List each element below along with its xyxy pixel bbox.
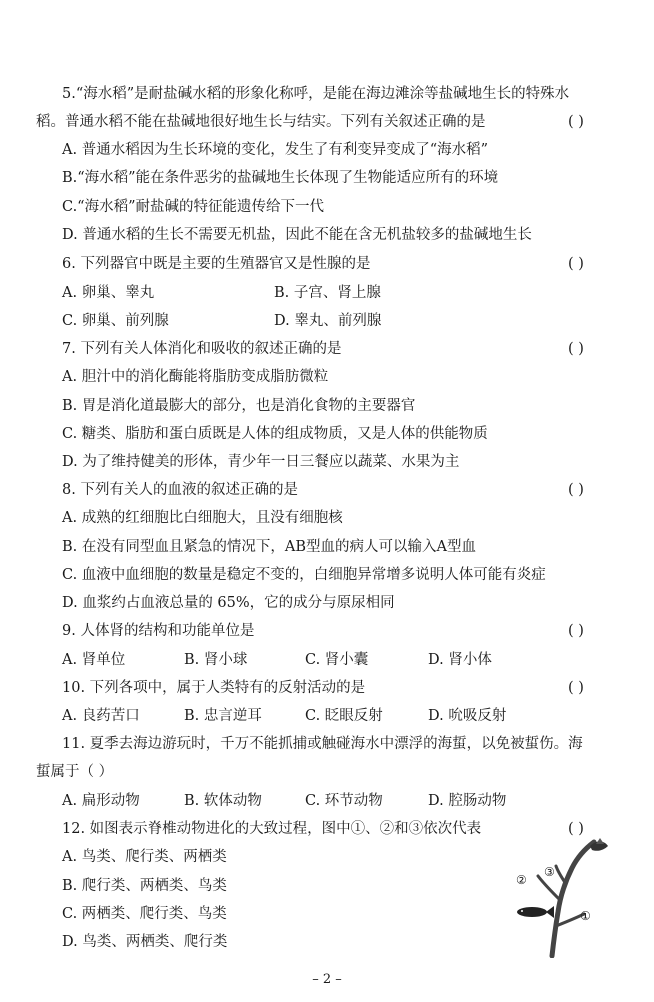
q6-option-c: C. 卵巢、前列腺 [62,313,169,329]
q11-option-d: D. 腔肠动物 [428,793,507,809]
q12-option-a: A. 鸟类、爬行类、两栖类 [62,849,227,865]
figure-label-1: ① [580,909,591,923]
q11-stem-line2: 蜇属于（ ） [36,764,114,780]
q9-option-a: A. 肾单位 [62,652,126,668]
q11-option-b: B. 软体动物 [184,793,262,809]
q8-option-a: A. 成熟的红细胞比白细胞大，且没有细胞核 [62,510,343,526]
evolution-tree-figure [512,838,624,958]
q11-stem-line1: 11. 夏季去海边游玩时，千万不能抓捕或触碰海水中漂浮的海蜇，以免被蜇伤。海 [62,736,583,752]
q10-option-c: C. 眨眼反射 [305,708,383,724]
q9-answer-paren: ( ) [568,623,584,639]
q5-option-a: A. 普通水稻因为生长环境的变化，发生了有利变异变成了“海水稻” [62,142,489,158]
q8-stem: 8. 下列有关人的血液的叙述正确的是 [62,482,298,498]
q10-stem: 10. 下列各项中，属于人类特有的反射活动的是 [62,680,366,696]
q8-answer-paren: ( ) [568,482,584,498]
q7-option-d: D. 为了维持健美的形体，青少年一日三餐应以蔬菜、水果为主 [62,454,460,470]
q11-option-a: A. 扁形动物 [62,793,140,809]
q9-option-c: C. 肾小囊 [305,652,369,668]
q7-option-a: A. 胆汁中的消化酶能将脂肪变成脂肪微粒 [62,369,329,385]
q5-option-b: B.“海水稻”能在条件恶劣的盐碱地生长体现了生物能适应所有的环境 [62,170,499,186]
q7-stem: 7. 下列有关人体消化和吸收的叙述正确的是 [62,341,342,357]
q7-option-b: B. 胃是消化道最膨大的部分，也是消化食物的主要器官 [62,398,416,414]
q10-answer-paren: ( ) [568,680,584,696]
page-number: – 2 – [312,972,342,987]
q5-option-d: D. 普通水稻的生长不需要无机盐，因此不能在含无机盐较多的盐碱地生长 [62,227,532,243]
q7-answer-paren: ( ) [568,341,584,357]
q6-answer-paren: ( ) [568,256,584,272]
q6-stem: 6. 下列器官中既是主要的生殖器官又是性腺的是 [62,256,371,272]
q9-option-b: B. 肾小球 [184,652,248,668]
tree-branch-3 [556,866,566,884]
q7-option-c: C. 糖类、脂肪和蛋白质既是人体的组成物质，又是人体的供能物质 [62,426,488,442]
q9-stem: 9. 人体肾的结构和功能单位是 [62,623,255,639]
q10-option-d: D. 吮吸反射 [428,708,507,724]
q10-option-a: A. 良药苦口 [62,708,140,724]
q8-option-d: D. 血浆约占血液总量的 65%，它的成分与原尿相同 [62,595,395,611]
figure-label-3: ③ [544,865,555,879]
q12-option-b: B. 爬行类、两栖类、鸟类 [62,878,227,894]
q6-option-a: A. 卵巢、睾丸 [62,285,155,301]
q9-option-d: D. 肾小体 [428,652,492,668]
q5-stem-line2: 稻。普通水稻不能在盐碱地很好地生长与结实。下列有关叙述正确的是 [36,114,486,130]
figure-label-2: ② [516,873,527,887]
fish-icon [517,906,554,918]
q10-option-b: B. 忠言逆耳 [184,708,262,724]
q5-stem-line1: 5.“海水稻”是耐盐碱水稻的形象化称呼，是能在海边滩涂等盐碱地生长的特殊水 [62,86,570,102]
q5-option-c: C.“海水稻”耐盐碱的特征能遗传给下一代 [62,199,325,215]
q12-stem: 12. 如图表示脊椎动物进化的大致过程，图中①、②和③依次代表 [62,821,482,837]
q6-option-d: D. 睾丸、前列腺 [274,313,382,329]
q11-option-c: C. 环节动物 [305,793,383,809]
q6-option-b: B. 子宫、肾上腺 [274,285,381,301]
tree-branch-2 [538,876,560,900]
q12-option-c: C. 两栖类、爬行类、鸟类 [62,906,227,922]
q8-option-c: C. 血液中血细胞的数量是稳定不变的，白细胞异常增多说明人体可能有炎症 [62,567,546,583]
q5-answer-paren: ( ) [568,114,584,130]
q12-option-d: D. 鸟类、两栖类、爬行类 [62,934,228,950]
q8-option-b: B. 在没有同型血且紧急的情况下，AB型血的病人可以输入A型血 [62,539,476,555]
q12-answer-paren: ( ) [568,821,584,837]
